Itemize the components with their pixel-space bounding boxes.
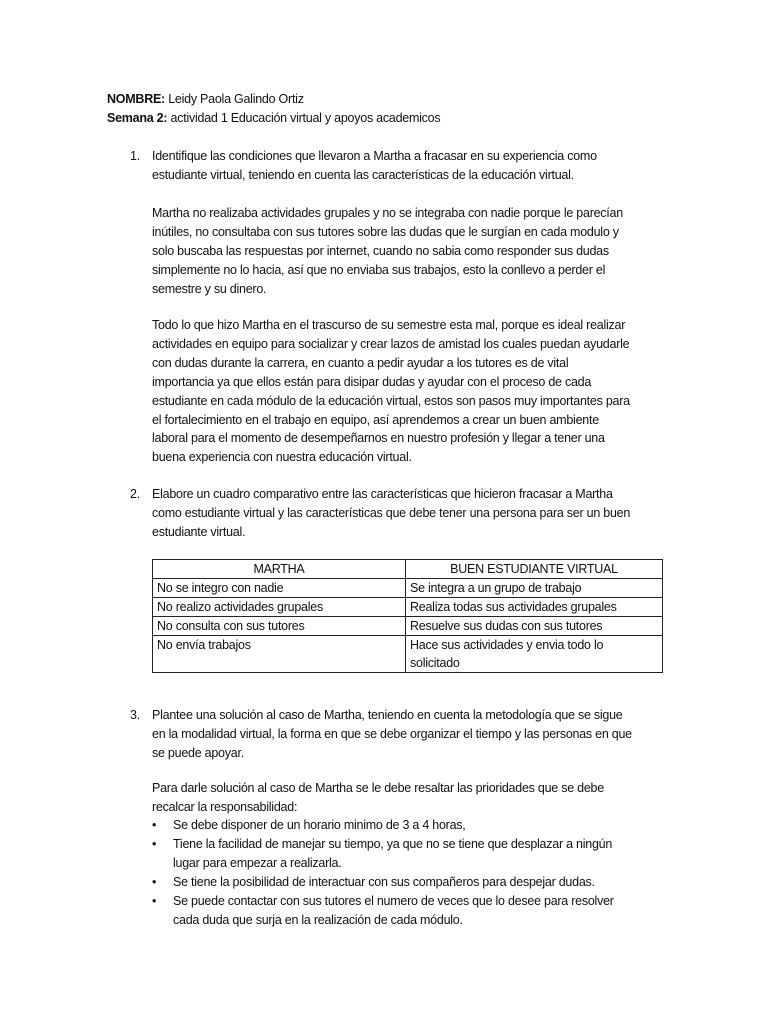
bullet-text-line: lugar para empezar a realizarla.	[173, 856, 342, 870]
q1-answer2-line: actividades en equipo para socializar y crear lazos de amistad los cuales puedan ayudarle	[152, 336, 630, 351]
list-item	[152, 873, 672, 892]
q1-number: 1.	[130, 149, 140, 163]
q2-question	[152, 485, 672, 542]
table-row	[153, 579, 663, 598]
bullet-text-line: Se puede contactar con sus tutores el numero de veces que lo desee para resolver	[173, 894, 614, 908]
q3-bullet-list	[152, 816, 672, 930]
table-row	[153, 598, 663, 617]
table-cell: Se integra a un grupo de trabajo	[406, 579, 663, 598]
q1-answer1-line: solo buscaba las respuestas por internet, cuando no sabia como responder sus dudas	[152, 243, 609, 258]
bullet-text-line: Se debe disponer de un horario minimo de 3 a 4 horas,	[173, 818, 466, 832]
q1-answer2-line: importancia ya que ellos están para disipar dudas y ayudar con el proceso de cada	[152, 374, 592, 389]
week-value: actividad 1 Educación virtual y apoyos academicos	[170, 111, 441, 125]
q3-question	[152, 706, 672, 763]
comparison-table	[152, 559, 663, 673]
table-cell: Hace sus actividades y envia todo lo solicitado	[406, 636, 663, 673]
week-line	[107, 109, 440, 128]
table-row	[153, 617, 663, 636]
q3-intro-line: Para darle solución al caso de Martha se le debe resaltar las prioridades que se debe	[152, 781, 604, 795]
bullet-text-line: Tiene la facilidad de manejar su tiempo, ya que no se tiene que desplazar a ningún	[173, 837, 613, 851]
q1-question-line: Identifique las condiciones que llevaron a Martha a fracasar en su experiencia como	[152, 149, 597, 163]
q1-answer1-line: inútiles, no consultaba con sus tutores sobre las dudas que le surgían en cada modulo y	[152, 224, 619, 239]
table-row	[153, 636, 663, 673]
q1-answer2-line: el fortalecimiento en el trabajo en equipo, así aprendemos a crear un buen ambiente	[152, 412, 599, 427]
bullet-text-line: cada duda que surja en la realización de cada módulo.	[173, 913, 463, 927]
q1-answer-paragraph-1	[152, 204, 672, 299]
name-value: Leidy Paola Galindo Ortiz	[168, 92, 304, 106]
q2-number: 2.	[130, 487, 140, 501]
q1-answer2-line: estudiante en cada módulo de la educación virtual, estos son pasos muy importantes para	[152, 393, 630, 408]
table-cell: No se integro con nadie	[153, 579, 406, 598]
name-line	[107, 90, 304, 109]
list-item	[152, 816, 672, 835]
table-cell: Realiza todas sus actividades grupales	[406, 598, 663, 617]
q1-answer2-line: con dudas durante la carrera, en cuanto a pedir ayudar a los tutores es de vital	[152, 355, 569, 370]
list-item	[152, 892, 672, 930]
q1-answer2-line: buena experiencia con nuestra educación virtual.	[152, 450, 412, 465]
q3-number: 3.	[130, 708, 140, 722]
bullet-icon: •	[152, 837, 157, 851]
table-cell: No envía trabajos	[153, 636, 406, 673]
table-header-good-student: BUEN ESTUDIANTE VIRTUAL	[406, 560, 663, 579]
bullet-icon: •	[152, 875, 157, 889]
q2-question-line: Elabore un cuadro comparativo entre las características que hicieron fracasar a Martha	[152, 487, 613, 501]
q3-question-line: en la modalidad virtual, la forma en que se debe organizar el tiempo y las personas en que	[152, 726, 632, 741]
q2-question-line: como estudiante virtual y las características que debe tener una persona para ser un buen	[152, 505, 631, 520]
table-cell: No consulta con sus tutores	[153, 617, 406, 636]
q1-answer-paragraph-2	[152, 316, 672, 467]
bullet-icon: •	[152, 894, 157, 908]
bullet-text-line: Se tiene la posibilidad de interactuar con sus compañeros para despejar dudas.	[173, 875, 595, 889]
q3-question-line: Plantee una solución al caso de Martha, teniendo en cuenta la metodología que se sigue	[152, 708, 623, 722]
bullet-icon: •	[152, 818, 157, 832]
table-cell: No realizo actividades grupales	[153, 598, 406, 617]
q2-question-line: estudiante virtual.	[152, 524, 246, 539]
q3-question-line: se puede apoyar.	[152, 745, 244, 760]
table-header-martha: MARTHA	[153, 560, 406, 579]
q1-answer1-line: semestre y su dinero.	[152, 281, 267, 296]
list-item	[152, 835, 672, 873]
q1-answer1-line: simplemente no lo hacia, así que no enviaba sus trabajos, esto la conllevo a perder el	[152, 262, 606, 277]
table-cell: Resuelve sus dudas con sus tutores	[406, 617, 663, 636]
q3-intro	[152, 779, 672, 817]
q1-question-line: estudiante virtual, teniendo en cuenta las características de la educación virtual.	[152, 167, 574, 182]
q1-answer2-line: Todo lo que hizo Martha en el trascurso de su semestre esta mal, porque es ideal realizar	[152, 318, 626, 332]
q1-answer1-line: Martha no realizaba actividades grupales y no se integraba con nadie porque le parecían	[152, 206, 623, 220]
table-header-row	[153, 560, 663, 579]
week-label: Semana 2:	[107, 111, 168, 125]
name-label: NOMBRE:	[107, 92, 165, 106]
q3-intro-line: recalcar la responsabilidad:	[152, 799, 298, 814]
q1-question	[152, 147, 672, 185]
q1-answer2-line: laboral para el momento de desempeñarnos en nuestro profesión y llegar a tener una	[152, 431, 605, 446]
